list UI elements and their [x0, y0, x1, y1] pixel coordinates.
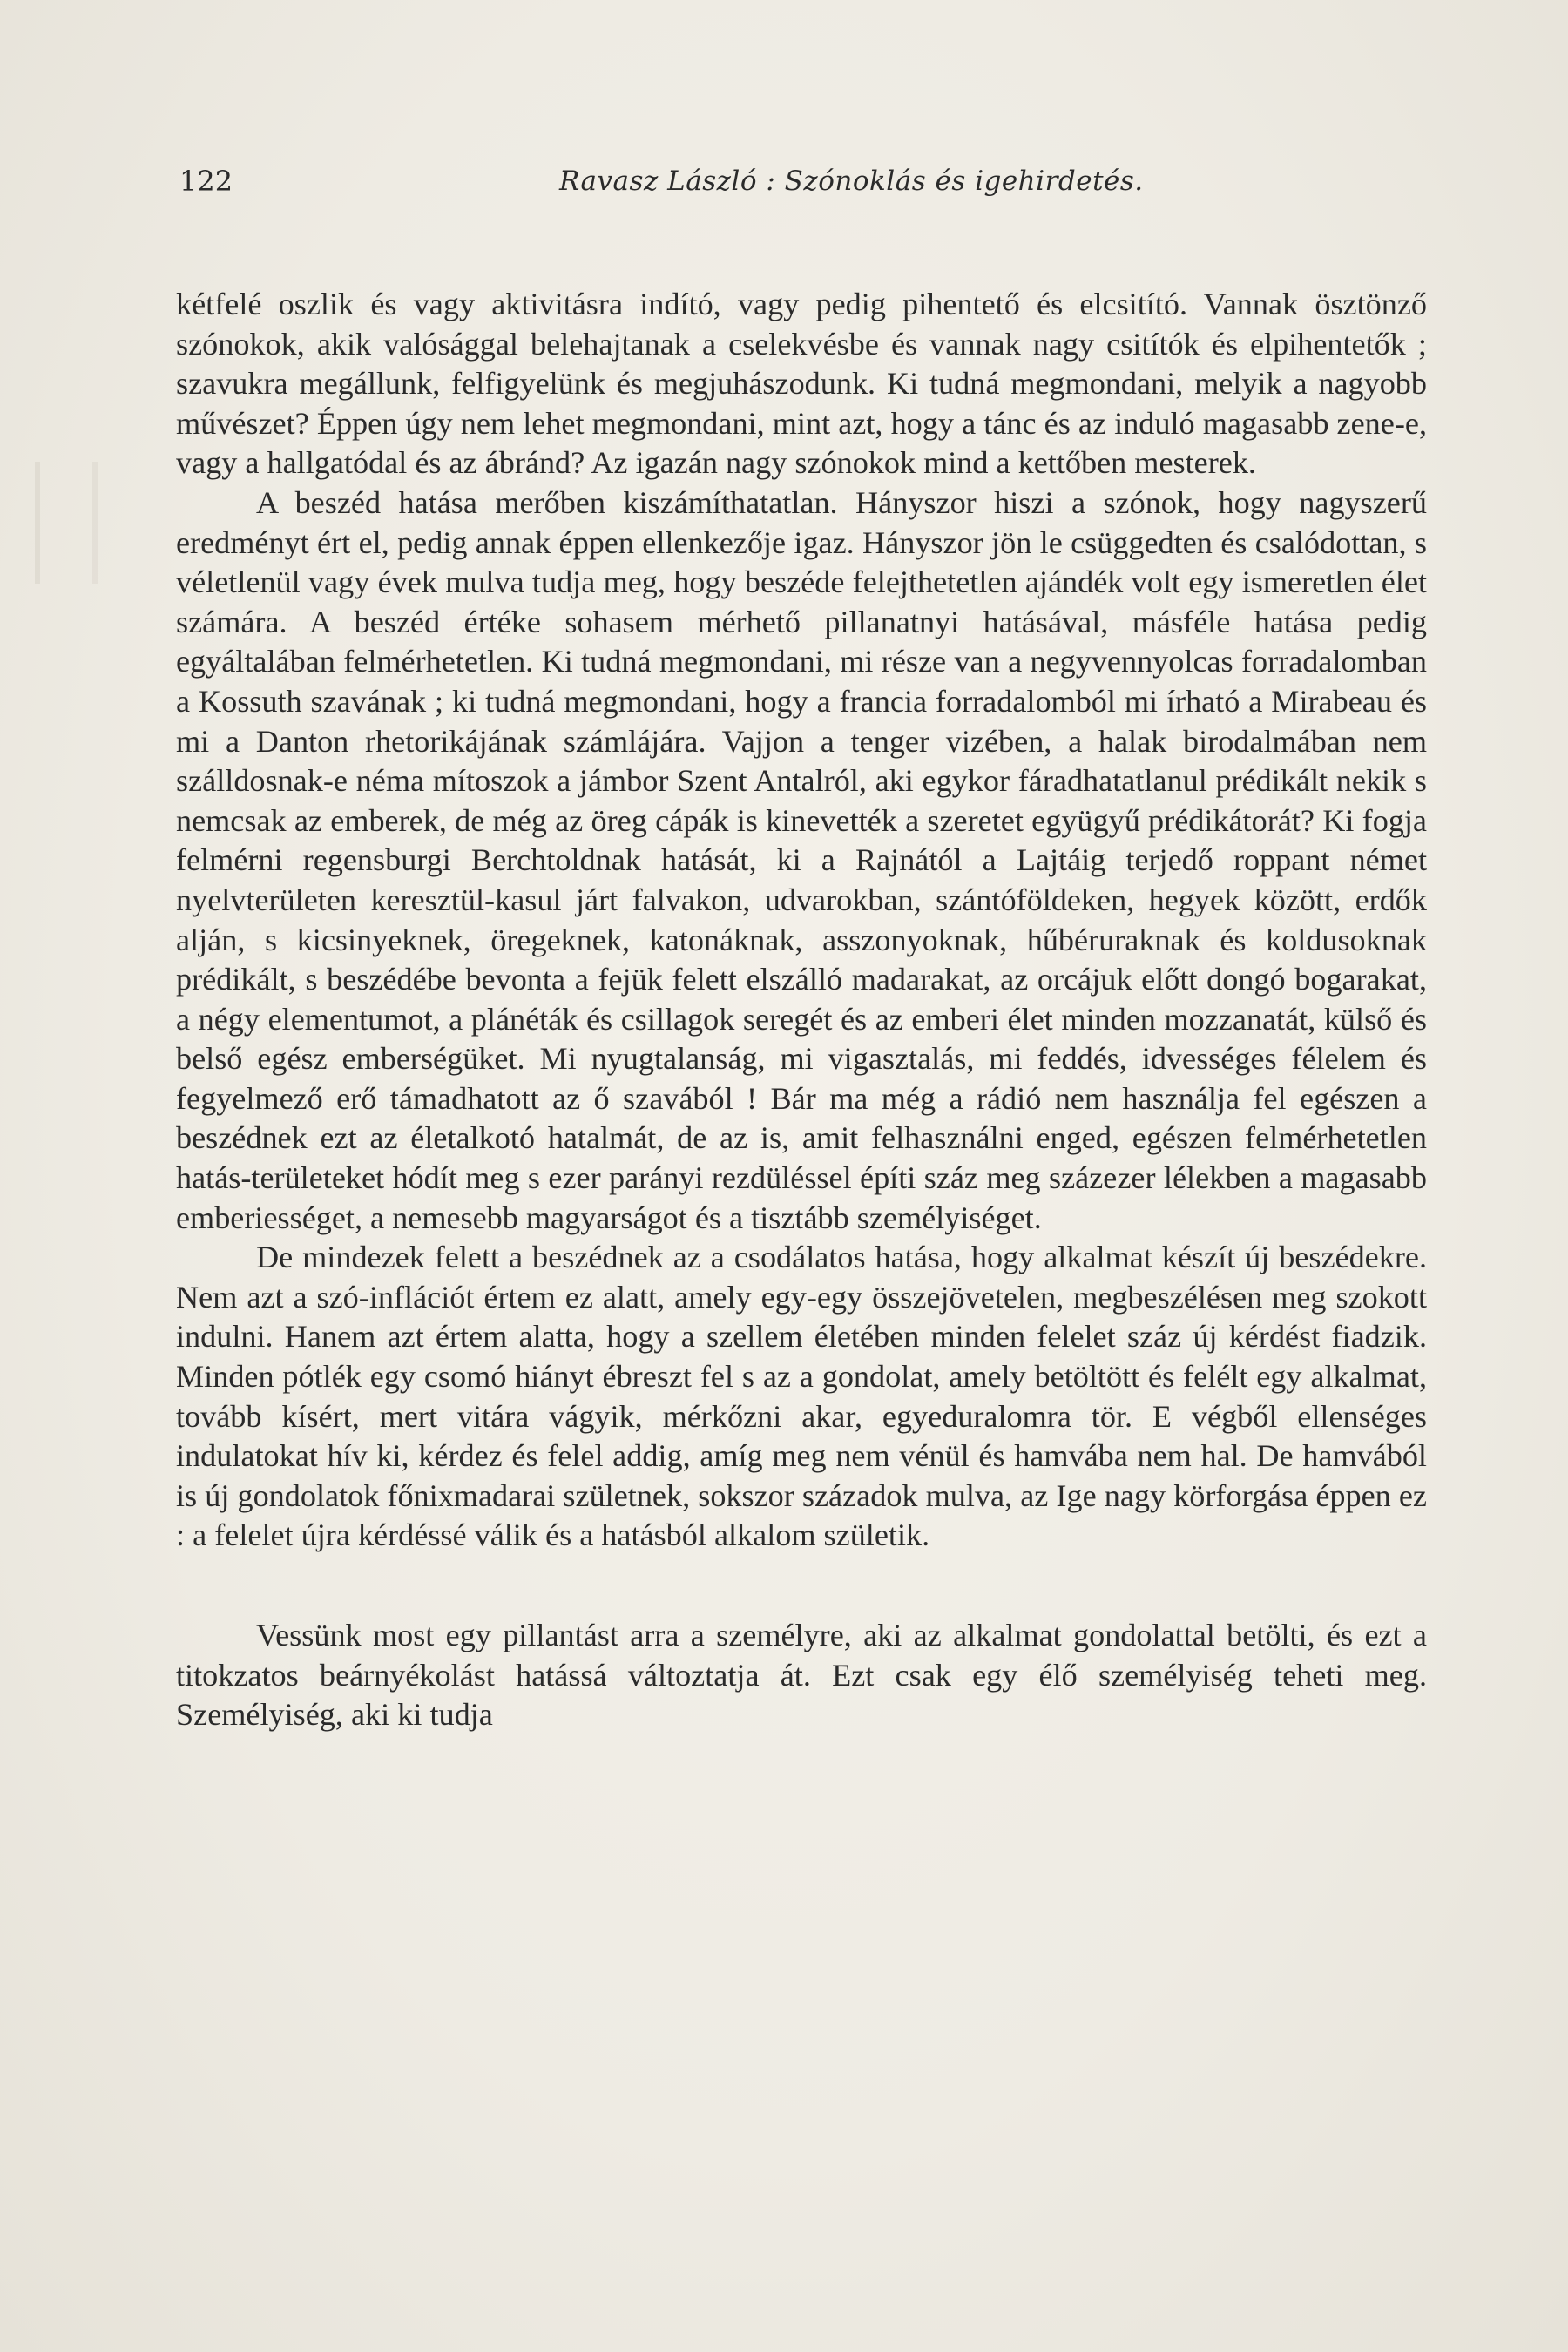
body-text	[176, 285, 1427, 1735]
paragraph-continued: kétfelé oszlik és vagy aktivitásra indító, vagy pedig pihentető és elcsitító. Vannak ösztönző szónokok, akik valósággal belehajtanak a cselekvésbe és vannak nagy csitítók és elpihentetők ; szavukra megállunk, felfigyelünk és megjuhászodunk. Ki tudná megmondani, melyik a nagyobb művészet? Éppen úgy nem lehet megmondani, mint azt, hogy a tánc és az induló magasabb zene-e, vagy a hallgatódal és az ábránd? Az igazán nagy szónokok mind a kettőben mesterek.	[176, 287, 1427, 481]
page-number: 122	[179, 165, 233, 198]
paragraph: Vessünk most egy pillantást arra a személyre, aki az alkalmat gondolattal betölti, és ezt a titokzatos beárnyékolást hatássá változtatja át. Ezt csak egy élő személyiség teheti meg. Személyiség, aki ki tudja	[176, 1618, 1427, 1733]
running-title: Ravasz László : Szónoklás és igehirdetés.	[559, 166, 1144, 197]
paragraph: De mindezek felett a beszédnek az a csodálatos hatása, hogy alkalmat készít új beszédekre. Nem azt a szó-inflációt értem ez alatt, amely egy-egy összejövetelen, megbeszélésen meg szokott indulni. Hanem azt értem alatta, hogy a szellem életében minden felelet száz új kérdést fiadzik. Minden pótlék egy csomó hiányt ébreszt fel s az a gondolat, amely betöltött és felélt egy alkalmat, tovább kísért, mert vitára vágyik, mérkőzni akar, egyeduralomra tör. E végből ellenséges indulatokat hív ki, kérdez és felel addig, amíg meg nem vénül és hamvába nem hal. De hamvából is új gondolatok főnixmadarai születnek, sokszor századok mulva, az Ige nagy körforgása éppen ez : a felelet újra kérdéssé válik és a hatásból alkalom születik.	[176, 1240, 1427, 1553]
bleed-through-mark	[35, 462, 98, 584]
running-header	[179, 164, 1416, 199]
paragraph: A beszéd hatása merőben kiszámíthatatlan. Hányszor hiszi a szónok, hogy nagyszerű eredményt ért el, pedig annak éppen ellenkezője igaz. Hányszor jön le csüggedten és csalódottan, s véletlenül vagy évek mulva tudja meg, hogy beszéde felejthetetlen ajándék volt egy ismeretlen élet számára. A beszéd értéke sohasem mérhető pillanatnyi hatásával, másféle hatása pedig egyáltalában felmérhetetlen. Ki tudná megmondani, mi része van a negyvennyolcas forradalomban a Kossuth szavának ; ki tudná megmondani, hogy a francia forradalomból mi írható a Mirabeau és mi a Danton rhetorikájának számlájára. Vajjon a tenger vizében, a halak birodalmában nem szálldosnak-e néma mítoszok a jámbor Szent Antalról, aki egykor fáradhatatlanul prédikált nekik s nemcsak az emberek, de még az öreg cápák is kinevették a szeretet együgyű prédikátorát? Ki fogja felmérni regensburgi Berchtoldnak hatását, ki a Rajnától a Lajtáig terjedő roppant német nyelvterületen keresztül-kasul járt falvakon, udvarokban, szántóföldeken, hegyek között, erdők alján, s kicsinyeknek, öregeknek, katonáknak, asszonyoknak, hűbéruraknak és koldusoknak prédikált, s beszédébe bevonta a fejük felett elszálló madarakat, az orcájuk előtt dongó bogarakat, a négy elementumot, a plánéták és csillagok seregét és az emberi élet minden mozzanatát, külső és belső egész emberségüket. Mi nyugtalanság, mi vigasztalás, mi feddés, idvességes félelem és fegyelmező erő támadhatott az ő szavából ! Bár ma még a rádió nem használja fel egészen a beszédnek ezt az életalkotó hatalmát, de az is, amit felhasználni enged, egészen felmérhetetlen hatás-területeket hódít meg s ezer parányi rezdüléssel építi száz meg százezer lélekben a magasabb emberiességet, a nemesebb magyarságot és a tisztább személyiséget.	[176, 484, 1427, 1235]
